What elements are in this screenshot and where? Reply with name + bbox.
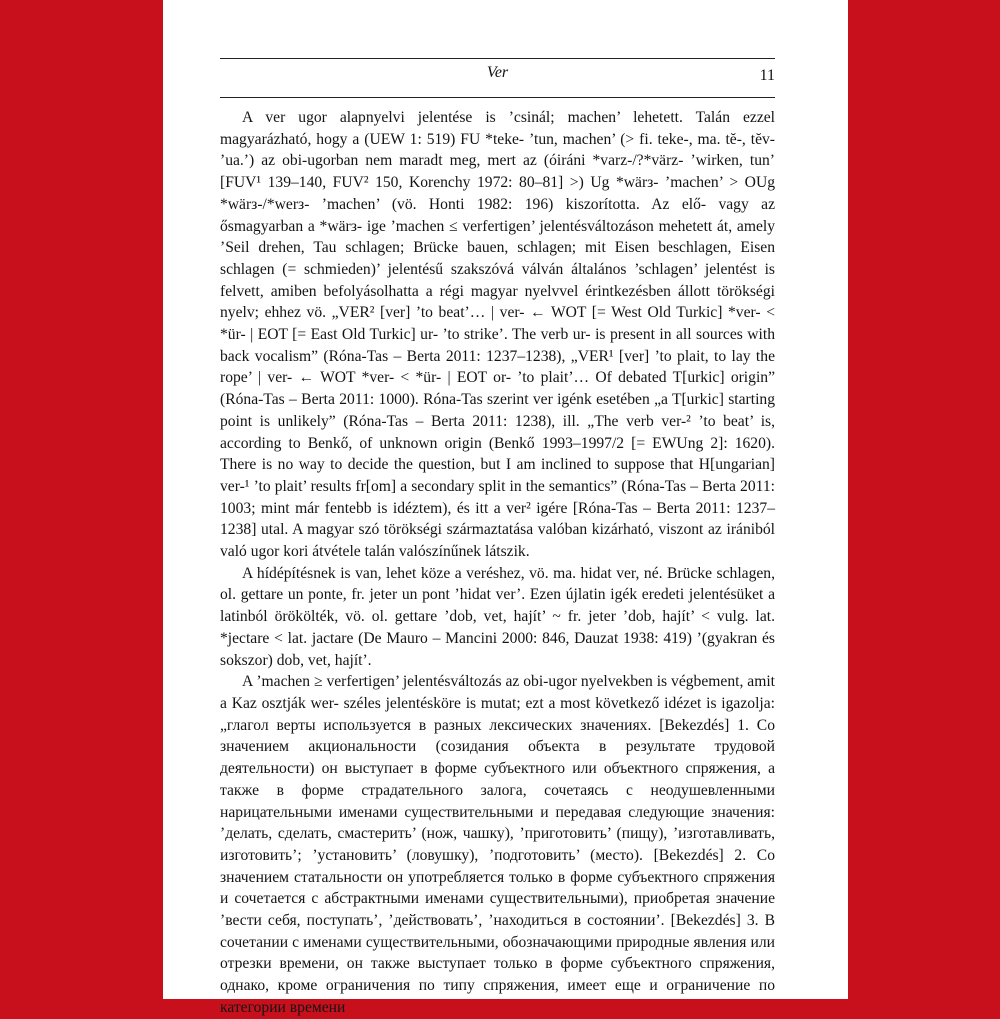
body-text [220,107,775,1019]
header-top-rule [220,58,775,59]
paragraph: A hídépítésnek is van, lehet köze a veréshez, vö. ma. hidat ver, né. Brücke schlagen, ol. gettare un ponte, fr. jeter un pont ’hidat ver’. Ezen újlatin igék eredeti jelentésüket a latinból örökölték, vö. ol. gettare ’dob, vet, hajít’ ~ fr. jeter ’dob, hajít’ < vulg. lat. *jectare < lat. jactare (De Mauro – Mancini 2000: 846, Dauzat 1938: 419) ’(gyakran és sokszor) dob, vet, hajít’. [220,564,775,669]
header-bottom-rule [220,97,775,98]
paragraph: A ’machen ≥ verfertigen’ jelentésváltozás az obi-ugor nyelvekben is végbement, amit a Kaz osztják wer- széles jelentésköre is mutat; ezt a most következő idézet is igazolja: „глагол верты используется в разных лексических значениях. [Bekezdés] 1. Со значением акциональности (созидания объекта в результате трудовой деятельности) он выступает в форме субъектного или объектного спряжения, а также в форме страдательного залога, сочетаясь с неодушевленными нарицательными именами существительными и передавая следующие значения: ’делать, сделать, смастерить’ (нож, чашку), ’приготовить’ (пищу), ’изготавливать, изготовить’; ’установить’ (ловушку), ’подготовить’ (место). [Bekezdés] 2. Со значением статальности он употребляется только в форме субъектного спряжения и сочетается с абстрактными именами существительными), приобретая значение ’вести себя, поступать’, ’действовать’, ’находиться в состоянии’. [Bekezdés] 3. В сочетании с именами существительными, обозначающими природные явления или отрезки времени, он также выступает только в форме субъектного спряжения, однако, кроме ограничения по типу спряжения, имеет еще и ограничение по категории времени [220,673,775,1016]
paragraph: A ver ugor alapnyelvi jelentése is ’csinál; machen’ lehetett. Talán ezzel magyarázható, hogy a (UEW 1: 519) FU *teke- ’tun, machen’ (> fi. teke-, ma. tĕ-, tĕv- ’ua.’) az obi-ugorban nem maradt meg, mert az (óiráni *varz-/?*värz- ’wirken, tun’ [FUV¹ 139–140, FUV² 150, Korenchy 1972: 80–81] >) Ug *wärз- ’machen’ > OUg *wärз-/*werз- ’machen’ (vö. Honti 1982: 196) kiszorította. Az elő- vagy az ősmagyarban a *wärз- ige ’machen ≤ verfertigen’ jelentésváltozáson mehetett át, amely ’Seil drehen, Tau schlagen; Brücke bauen, schlagen; mit Eisen beschlagen, Eisen schlagen (= schmieden)’ jelentésű szakszóvá válván általános ’schlagen’ jelentést is felvett, amiben befolyásolhatta a régi magyar nyelvvel érintkezésben állott törökségi nyelv; ehhez vö. „VER² [ver] ’to beat’… | ver- ← WOT [= West Old Turkic] *ver- < *ür- | EOT [= East Old Turkic] ur- ’to strike’. The verb ur- is present in all sources with back vocalism” (Róna-Tas – Berta 2011: 1237–1238), „VER¹ [ver] ’to plait, to lay the rope’ | ver- ← WOT *ver- < *ür- | EOT or- ’to plait’… Of debated T[urkic] origin” (Róna-Tas – Berta 2011: 1000). Róna-Tas szerint ver igénk esetében „a T[urkic] starting point is unlikely” (Róna-Tas – Berta 2011: 1238), ill. „The verb ver-² ’to beat’ is, according to Benkő, of unknown origin (Benkő 1993–1997/2 [= EWUng 2]: 1620). There is no way to decide the question, but I am inclined to suppose that H[ungarian] ver-¹ ’to plait’ results fr[om] a secondary split in the semantics” (Róna-Tas – Berta 2011: 1003; mint már fentebb is idéztem), és itt a ver² igére [Róna-Tas – Berta 2011: 1237–1238] utal. A magyar szó törökségi származtatása valóban kizárható, viszont az irániból való ugor kori átvétele talán valószínűnek látszik. [220,109,775,561]
book-page [163,0,848,1016]
running-title: Ver [486,64,509,81]
page-number: 11 [759,67,775,84]
